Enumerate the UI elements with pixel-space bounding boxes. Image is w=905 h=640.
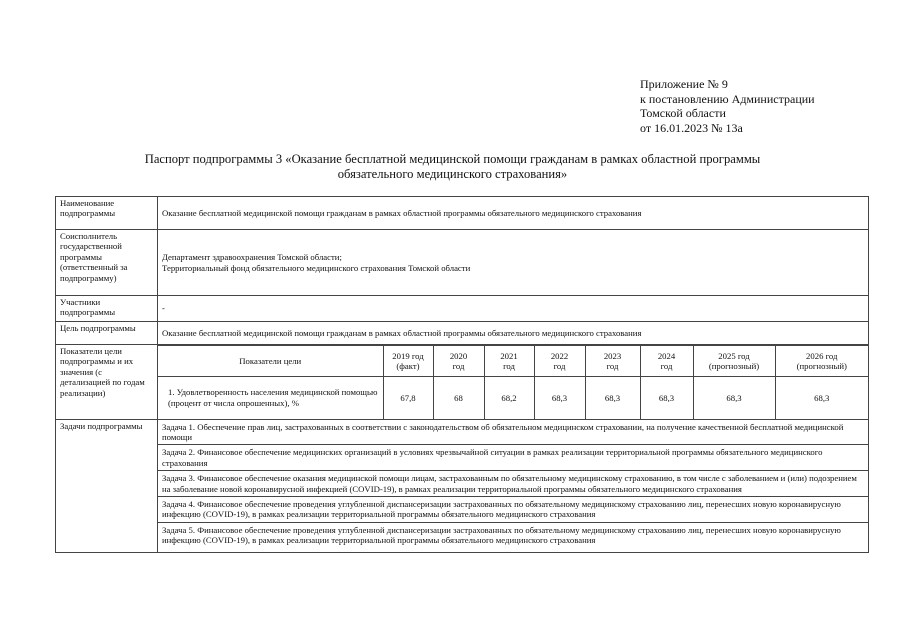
passport-table bbox=[55, 196, 869, 553]
row-indicators bbox=[56, 345, 869, 420]
appendix-line: Томской области bbox=[640, 106, 726, 120]
header-year: 2024 год bbox=[640, 346, 693, 377]
task-item: Задача 5. Финансовое обеспечение проведения углубленной диспансеризации застрахованных по обязательному медицинскому страхованию лиц, перенесших новую коронавирусную инфекцию (COVID-19), в рамках реализации территориальной программы обязательного медицинского страхования bbox=[158, 522, 869, 552]
row-value: Оказание бесплатной медицинской помощи гражданам в рамках областной программы обязательного медицинского страхования bbox=[158, 322, 869, 345]
indicator-value: 68,3 bbox=[585, 377, 640, 419]
row-value: Оказание бесплатной медицинской помощи гражданам в рамках областной программы обязательного медицинского страхования bbox=[158, 197, 869, 230]
row-name bbox=[56, 197, 869, 230]
row-label: Наименование подпрограммы bbox=[56, 197, 158, 230]
task-item: Задача 2. Финансовое обеспечение медицинских организаций в условиях чрезвычайной ситуации в рамках реализации территориальной программы обязательного медицинского страхования bbox=[158, 445, 869, 471]
row-participants bbox=[56, 296, 869, 322]
header-year: 2022 год bbox=[534, 346, 585, 377]
row-value: - bbox=[158, 296, 869, 322]
indicators-header-row bbox=[158, 346, 868, 377]
appendix-line: от 16.01.2023 № 13а bbox=[640, 120, 743, 135]
coexecutor-line: Территориальный фонд обязательного медицинского страхования Томской области bbox=[162, 262, 471, 273]
row-label: Задачи подпрограммы bbox=[56, 419, 158, 552]
indicators-value-row bbox=[158, 377, 868, 419]
indicator-value: 68,3 bbox=[775, 377, 868, 419]
header-year: 2023 год bbox=[585, 346, 640, 377]
coexecutor-line: Департамент здравоохранения Томской области; bbox=[162, 252, 342, 263]
row-goal bbox=[56, 322, 869, 345]
indicator-value: 67,8 bbox=[383, 377, 433, 419]
header-year: 2026 год (прогнозный) bbox=[775, 346, 868, 377]
title-line: Паспорт подпрограммы 3 «Оказание бесплатной медицинской помощи гражданам в рамках областной программы bbox=[144, 152, 761, 166]
task-item: Задача 1. Обеспечение прав лиц, застрахованных в соответствии с законодательством об обязательном медицинском страховании, на получение качественной бесплатной медицинской помощи bbox=[158, 419, 869, 445]
task-item: Задача 3. Финансовое обеспечение оказания медицинской помощи лицам, застрахованным по обязательному медицинскому страхованию, в том числе с заболеванием и (или) подозрением на заболевание новой коронавирусной инфекцией (COVID-19), в рамках реализации территориальной программы обязательного медицинского страхования bbox=[158, 471, 869, 497]
row-task bbox=[56, 496, 869, 522]
row-task bbox=[56, 471, 869, 497]
header-year: 2025 год (прогнозный) bbox=[693, 346, 775, 377]
header-year: 2021 год bbox=[484, 346, 534, 377]
title-line: обязательного медицинского страхования» bbox=[337, 167, 568, 181]
row-task bbox=[56, 522, 869, 552]
row-task bbox=[56, 419, 869, 445]
indicator-value: 68,3 bbox=[693, 377, 775, 419]
indicator-value: 68,3 bbox=[534, 377, 585, 419]
indicator-value: 68,3 bbox=[640, 377, 693, 419]
header-year: 2019 год (факт) bbox=[383, 346, 433, 377]
header-year: 2020 год bbox=[433, 346, 484, 377]
indicator-name: 1. Удовлетворенность населения медицинской помощью (процент от числа опрошенных), % bbox=[158, 377, 383, 419]
row-label: Соисполнитель государственной программы (ответственный за подпрограмму) bbox=[56, 230, 158, 296]
indicators-table bbox=[158, 345, 868, 419]
indicator-value: 68 bbox=[433, 377, 484, 419]
appendix-line: Приложение № 9 bbox=[640, 77, 728, 91]
indicator-value: 68,2 bbox=[484, 377, 534, 419]
row-label: Показатели цели подпрограммы и их значения (с детализацией по годам реализации) bbox=[56, 345, 158, 420]
row-label: Участники подпрограммы bbox=[56, 296, 158, 322]
appendix-line: к постановлению Администрации bbox=[640, 91, 815, 106]
indicators-cell bbox=[158, 345, 869, 420]
row-coexecutor bbox=[56, 230, 869, 296]
row-task bbox=[56, 445, 869, 471]
row-value bbox=[158, 230, 869, 296]
row-label: Цель подпрограммы bbox=[56, 322, 158, 345]
appendix-header bbox=[640, 77, 815, 135]
document-title bbox=[60, 152, 845, 182]
header-indicator: Показатели цели bbox=[158, 346, 383, 377]
task-item: Задача 4. Финансовое обеспечение проведения углубленной диспансеризации застрахованных по обязательному медицинскому страхованию лиц, перенесших новую коронавирусную инфекцию (COVID-19), в рамках реализации территориальной программы обязательного медицинского страхования bbox=[158, 496, 869, 522]
